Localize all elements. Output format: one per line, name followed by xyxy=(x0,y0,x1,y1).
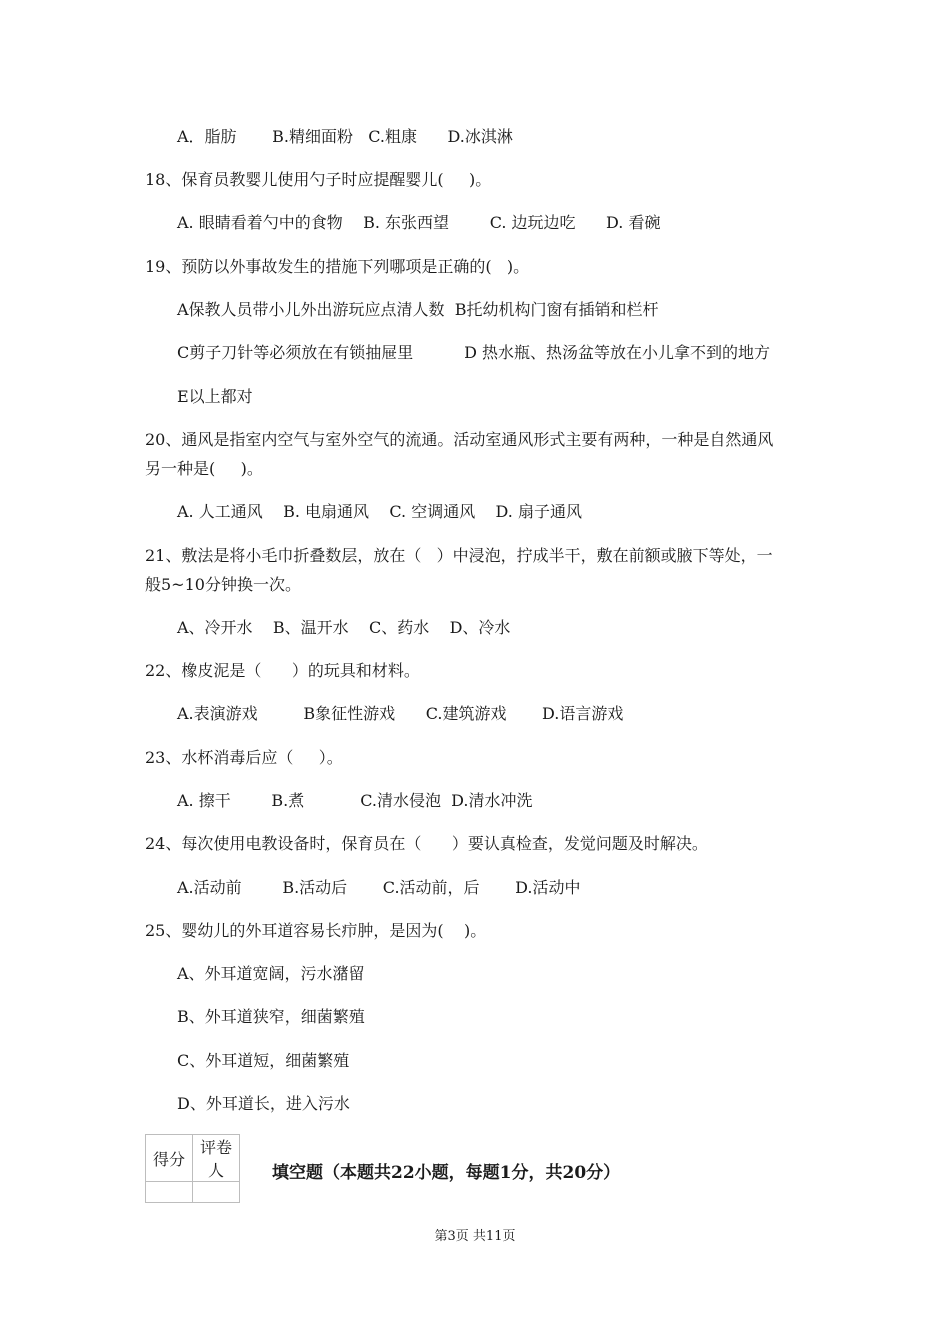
option-line: A.表演游戏 B象征性游戏 C.建筑游戏 D.语言游戏 xyxy=(177,704,624,723)
question-line: 20、通风是指室内空气与室外空气的流通。活动室通风形式主要有两种，一种是自然通风 xyxy=(145,430,774,449)
page-footer: 第3页 共11页 xyxy=(434,1229,516,1244)
option-line: A.活动前 B.活动后 C.活动前，后 D.活动中 xyxy=(177,878,581,897)
section-title: 填空题（本题共22小题，每题1分，共20分） xyxy=(272,1163,621,1183)
question-line: 18、保育员教婴儿使用勺子时应提醒婴儿( )。 xyxy=(145,170,492,189)
option-line: A保教人员带小儿外出游玩应点清人数 B托幼机构门窗有插销和栏杆 xyxy=(177,300,659,319)
question-line: 22、橡皮泥是（ ）的玩具和材料。 xyxy=(145,661,420,680)
score-cell xyxy=(146,1182,193,1203)
question-line: 23、水杯消毒后应（ ）。 xyxy=(145,748,343,767)
option-line: C、外耳道短，细菌繁殖 xyxy=(177,1051,350,1070)
option-line: A、外耳道宽阔，污水潴留 xyxy=(177,964,365,983)
option-line: B、外耳道狭窄，细菌繁殖 xyxy=(177,1007,365,1026)
option-line: E以上都对 xyxy=(177,387,253,406)
option-line: C剪子刀针等必须放在有锁抽屉里 D 热水瓶、热汤盆等放在小儿拿不到的地方 xyxy=(177,343,771,362)
question-line: 24、每次使用电教设备时，保育员在（ ）要认真检查，发觉问题及时解决。 xyxy=(145,834,708,853)
grader-cell xyxy=(193,1182,240,1203)
option-line: A. 眼睛看着勺中的食物 B. 东张西望 C. 边玩边吃 D. 看碗 xyxy=(177,213,661,232)
option-line: A. 人工通风 B. 电扇通风 C. 空调通风 D. 扇子通风 xyxy=(177,502,582,521)
score-label: 得分 xyxy=(146,1135,193,1182)
question-line: 19、预防以外事故发生的措施下列哪项是正确的( )。 xyxy=(145,257,530,276)
option-line: A．脂肪 B.精细面粉 C.粗康 D.冰淇淋 xyxy=(177,127,513,146)
grader-label: 评卷人 xyxy=(193,1135,240,1182)
option-line: A、冷开水 B、温开水 C、药水 D、冷水 xyxy=(177,618,511,637)
score-table xyxy=(145,1134,240,1203)
question-line: 25、婴幼儿的外耳道容易长疖肿，是因为( )。 xyxy=(145,921,487,940)
option-line: A. 擦干 B.煮 C.清水侵泡 D.清水冲洗 xyxy=(177,791,533,810)
question-line: 般5~10分钟换一次。 xyxy=(145,575,301,594)
question-line: 另一种是( )。 xyxy=(145,459,263,478)
option-line: D、外耳道长，进入污水 xyxy=(177,1094,350,1113)
question-line: 21、敷法是将小毛巾折叠数层，放在（ ）中浸泡，拧成半干，敷在前额或腋下等处，一 xyxy=(145,546,773,565)
